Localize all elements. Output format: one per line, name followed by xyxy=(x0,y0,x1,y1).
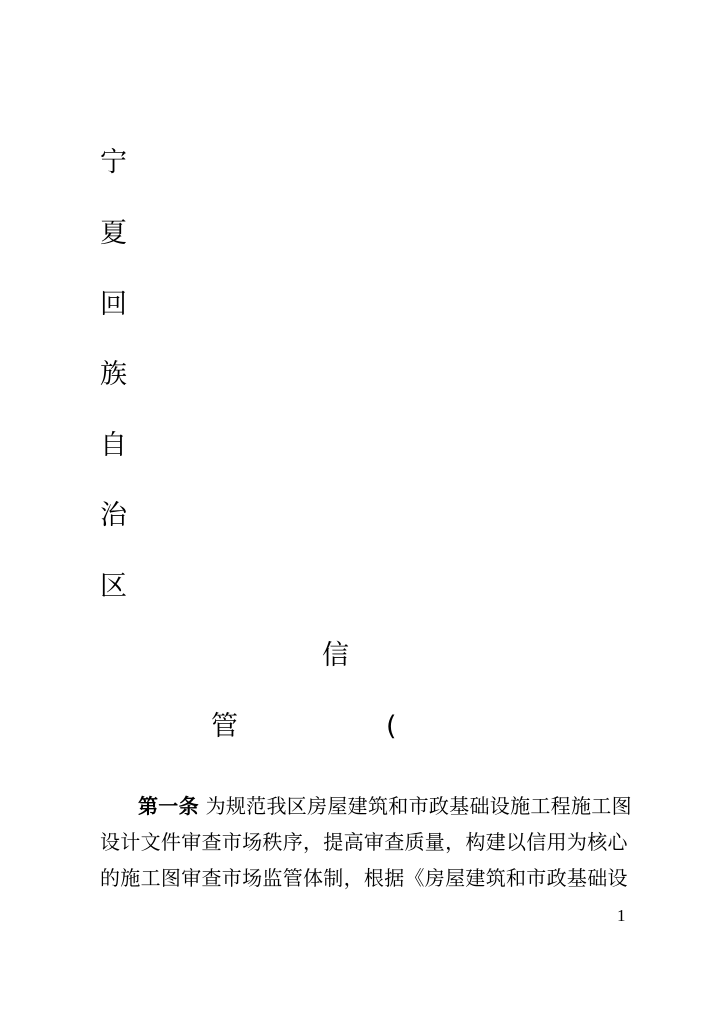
title-fragment-paren: ( xyxy=(386,711,397,742)
title-char-zi: 自 xyxy=(100,430,127,461)
title-fragment-xin: 信 xyxy=(322,640,349,671)
article-text-line-2: 设计文件审查市场秩序，提高审查质量，构建以信用为核心 xyxy=(100,830,628,854)
article-text-line-1: 为规范我区房屋建筑和市政基础设施工程施工图 xyxy=(205,794,632,818)
title-char-ning: 宁 xyxy=(100,147,127,178)
title-char-zhi: 治 xyxy=(100,500,127,531)
title-char-hui: 回 xyxy=(100,289,127,320)
article-text-line-3: 的施工图审查市场监管体制，根据《房屋建筑和市政基础设 xyxy=(100,866,628,890)
article-label: 第一条 xyxy=(138,794,199,818)
title-fragment-guan: 管 xyxy=(211,711,238,742)
page-number: 1 xyxy=(617,906,626,925)
title-char-xia: 夏 xyxy=(100,218,127,249)
title-char-qu: 区 xyxy=(100,571,127,602)
article-line-1 xyxy=(100,788,632,824)
title-char-zu: 族 xyxy=(100,359,127,390)
article-paragraph xyxy=(100,788,632,896)
